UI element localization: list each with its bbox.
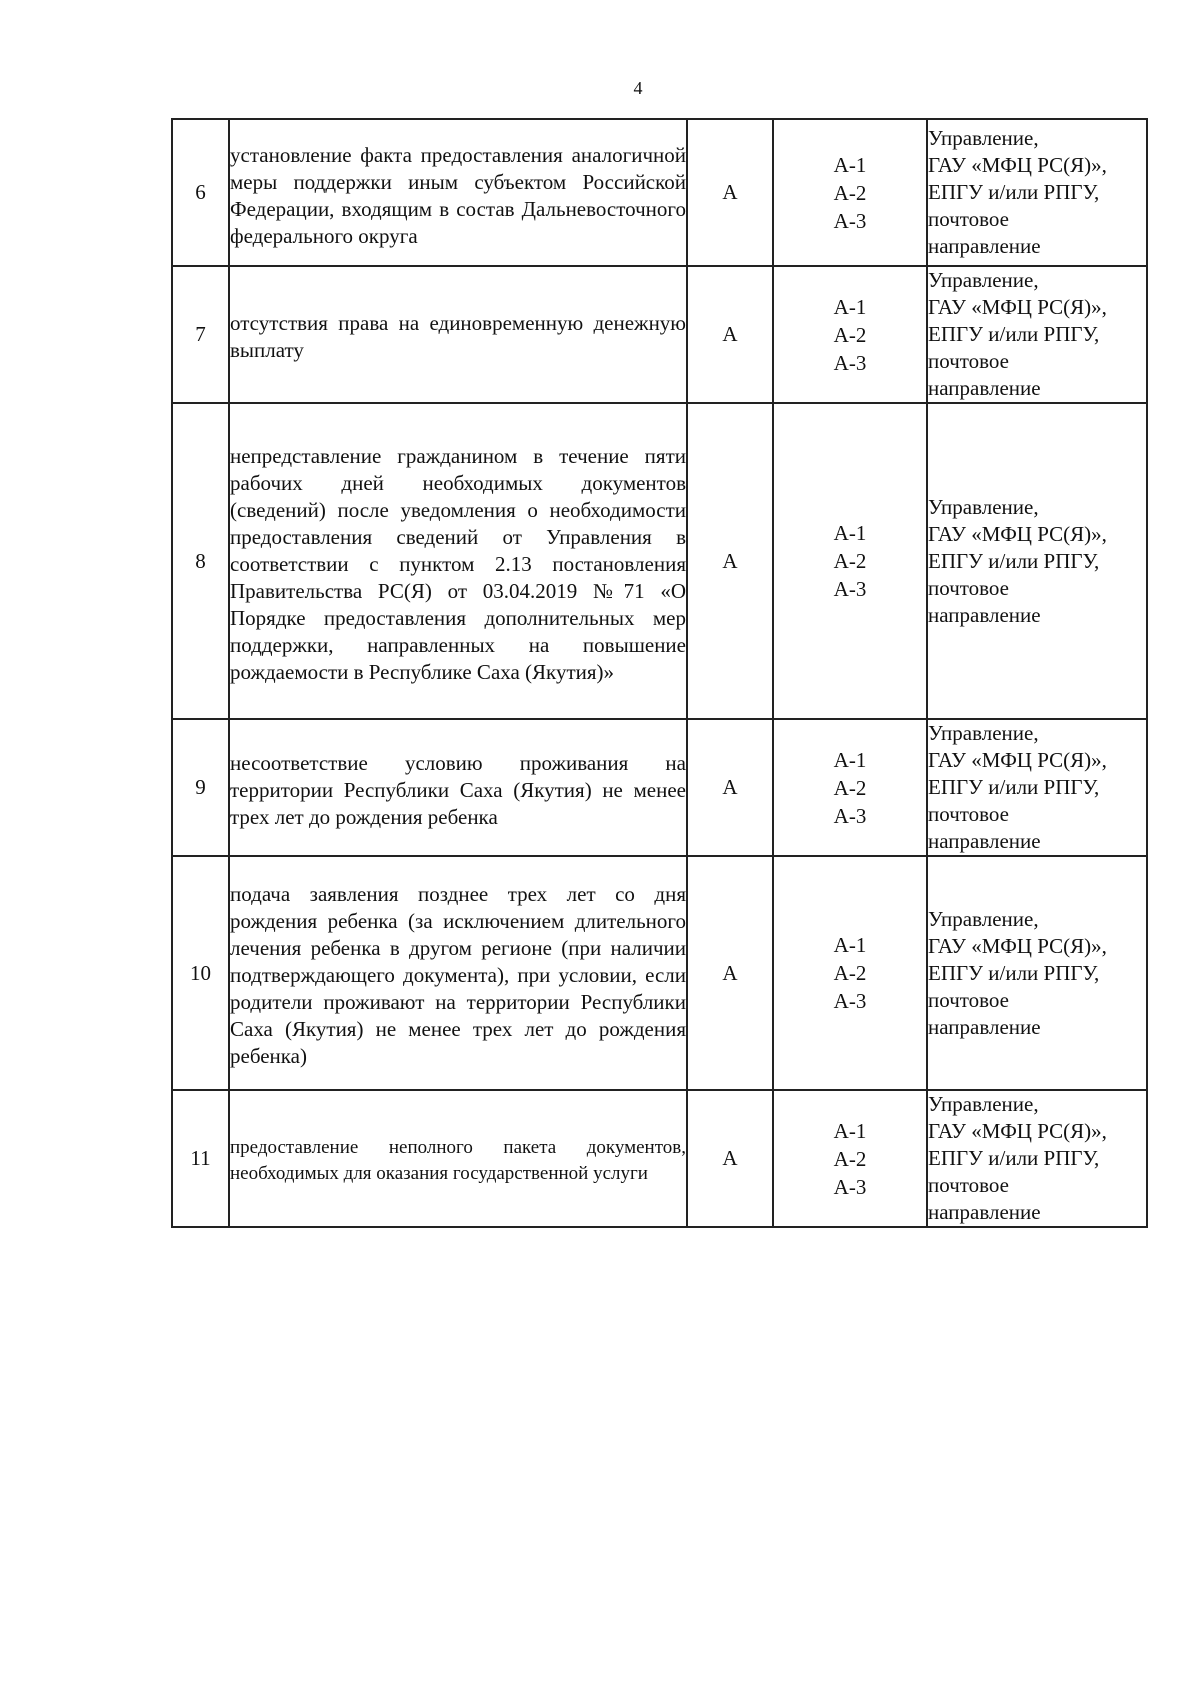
channel-line: направление (928, 829, 1041, 853)
row-codes (773, 266, 927, 403)
code-item: А-3 (833, 208, 867, 233)
row-description: установление факта предоставления аналогичной меры поддержки иным субъектом Российской Федерации, входящим в состав Дальневосточного федерального округа (229, 119, 687, 266)
code-item: А-2 (833, 1146, 867, 1171)
row-codes (773, 1090, 927, 1227)
code-item: А-1 (833, 521, 867, 545)
code-item: А-3 (833, 1174, 867, 1199)
row-description: отсутствия права на единовременную денежную выплату (229, 266, 687, 403)
row-codes (773, 719, 927, 856)
row-type: А (687, 719, 773, 856)
row-number: 6 (172, 119, 229, 266)
table-row (172, 119, 1147, 266)
channel-line: ГАУ «МФЦ РС(Я)», (928, 521, 1107, 546)
row-codes (773, 119, 927, 266)
row-number: 8 (172, 403, 229, 719)
row-description: подача заявления позднее трех лет со дня рождения ребенка (за исключением длительного лечения ребенка в другом регионе (при наличии подтверждающего документа), при условии, если родители проживают на территории Республики Саха (Якутия) не менее трех лет до рождения ребенка) (229, 856, 687, 1090)
code-item: А-2 (833, 961, 867, 985)
channel-line: почтовое (928, 207, 1010, 231)
row-channels (927, 1090, 1147, 1227)
row-channels (927, 719, 1147, 856)
code-item: А-2 (833, 775, 867, 800)
channel-line: почтовое (928, 802, 1010, 826)
code-item: А-1 (833, 294, 867, 319)
grounds-table (171, 118, 1148, 1228)
code-item: А-2 (833, 549, 867, 573)
code-item: А-3 (833, 350, 867, 375)
page-number: 4 (633, 78, 643, 98)
row-type: А (687, 1090, 773, 1227)
code-item: А-3 (833, 577, 867, 601)
code-item: А-1 (833, 933, 867, 957)
channel-line: направление (928, 602, 1041, 627)
channel-line: Управление, (928, 906, 1039, 931)
row-description: предоставление неполного пакета документов, необходимых для оказания государственной услуги (229, 1090, 687, 1227)
channel-line: почтовое (928, 987, 1010, 1012)
channel-line: почтовое (928, 575, 1010, 600)
row-number: 10 (172, 856, 229, 1090)
row-codes (773, 403, 927, 719)
channel-line: ЕПГУ и/или РПГУ, (928, 322, 1100, 346)
code-item: А-2 (833, 180, 867, 205)
row-channels (927, 119, 1147, 266)
channel-line: направление (928, 234, 1041, 258)
row-number: 7 (172, 266, 229, 403)
channel-line: направление (928, 376, 1041, 400)
channel-line: направление (928, 1200, 1041, 1224)
channel-line: ЕПГУ и/или РПГУ, (928, 960, 1100, 985)
row-type: А (687, 266, 773, 403)
code-item: А-2 (833, 322, 867, 347)
channel-line: почтовое (928, 1173, 1010, 1197)
row-channels (927, 266, 1147, 403)
table-row (172, 719, 1147, 856)
row-channels (927, 856, 1147, 1090)
channel-line: ГАУ «МФЦ РС(Я)», (928, 1119, 1107, 1143)
table-row (172, 856, 1147, 1090)
code-item: А-1 (833, 747, 867, 772)
channel-line: Управление, (928, 721, 1039, 745)
channel-line: ЕПГУ и/или РПГУ, (928, 180, 1100, 204)
channel-line: направление (928, 1014, 1041, 1039)
table-row (172, 1090, 1147, 1227)
row-channels (927, 403, 1147, 719)
row-type: А (687, 403, 773, 719)
code-item: А-1 (833, 1118, 867, 1143)
code-item: А-3 (833, 989, 867, 1013)
channel-line: Управление, (928, 126, 1039, 150)
channel-line: ЕПГУ и/или РПГУ, (928, 775, 1100, 799)
channel-line: ГАУ «МФЦ РС(Я)», (928, 748, 1107, 772)
row-type: А (687, 119, 773, 266)
row-number: 9 (172, 719, 229, 856)
row-type: А (687, 856, 773, 1090)
row-description: несоответствие условию проживания на территории Республики Саха (Якутия) не менее трех лет до рождения ребенка (229, 719, 687, 856)
channel-line: почтовое (928, 349, 1010, 373)
channel-line: ЕПГУ и/или РПГУ, (928, 1146, 1100, 1170)
row-number: 11 (172, 1090, 229, 1227)
row-description: непредставление гражданином в течение пяти рабочих дней необходимых документов (сведений) после уведомления о необходимости предоставления сведений от Управления в соответствии с пунктом 2.13 постановления Правительства РС(Я) от 03.04.2019 №71 «О Порядке предоставления дополнительных мер поддержки, направленных на повышение рождаемости в Республике Саха (Якутия)» (229, 403, 687, 719)
row-codes (773, 856, 927, 1090)
channel-line: ЕПГУ и/или РПГУ, (928, 548, 1100, 573)
channel-line: ГАУ «МФЦ РС(Я)», (928, 153, 1107, 177)
channel-line: Управление, (928, 268, 1039, 292)
code-item: А-1 (833, 152, 867, 177)
code-item: А-3 (833, 803, 867, 828)
channel-line: ГАУ «МФЦ РС(Я)», (928, 933, 1107, 958)
channel-line: ГАУ «МФЦ РС(Я)», (928, 295, 1107, 319)
channel-line: Управление, (928, 1092, 1039, 1116)
table-row (172, 403, 1147, 719)
channel-line: Управление, (928, 494, 1039, 519)
table-row (172, 266, 1147, 403)
